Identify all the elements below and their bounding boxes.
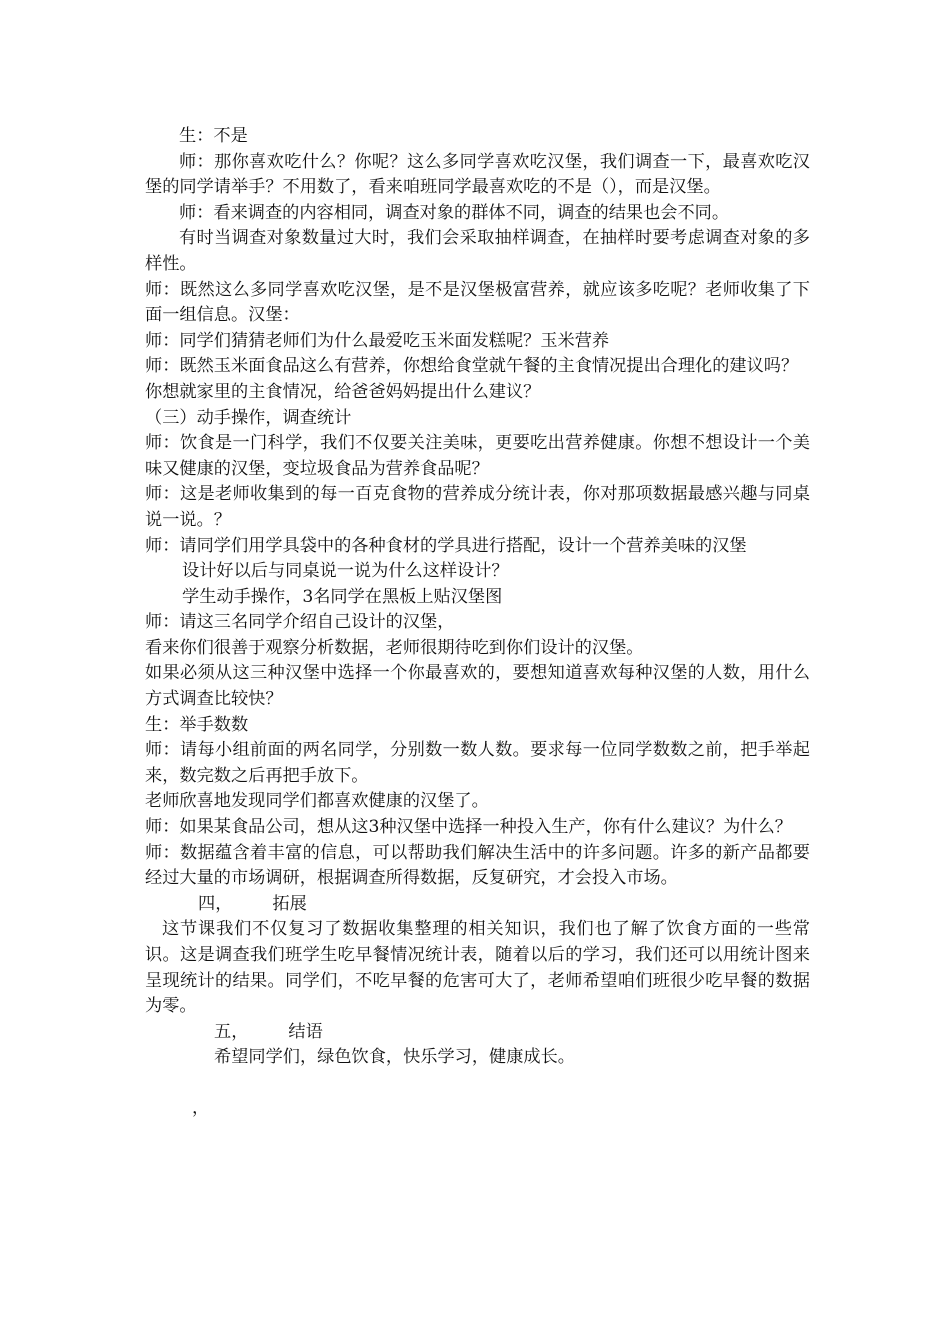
paragraph: 如果必须从这三种汉堡中选择一个你最喜欢的，要想知道喜欢每种汉堡的人数，用什么方式调查比较快？: [145, 663, 810, 710]
paragraph: 师：请同学们用学具袋中的各种食材的学具进行搭配，设计一个营养美味的汉堡: [145, 535, 747, 556]
paragraph: 老师欣喜地发现同学们都喜欢健康的汉堡了。: [145, 791, 489, 812]
section-5-heading: [145, 1020, 810, 1046]
paragraph: 学生动手操作，3名同学在黑板上贴汉堡图: [182, 586, 503, 607]
section-5-title: 结语: [288, 1021, 323, 1042]
paragraph: 生：举手数数: [145, 714, 249, 735]
paragraph: 师：同学们猜猜老师们为什么最爱吃玉米面发糕呢？玉米营养: [145, 330, 610, 351]
section-5-number: 五，: [214, 1021, 249, 1042]
section-4-title: 拓展: [272, 893, 307, 914]
section-heading: （三）动手操作，调查统计: [145, 407, 352, 428]
section-4-heading: [145, 892, 810, 918]
paragraph: 设计好以后与同桌说一说为什么这样设计？: [182, 561, 509, 582]
paragraph: 有时当调查对象数量过大时，我们会采取抽样调查，在抽样时要考虑调查对象的多样性。: [145, 228, 810, 274]
trailing-mark: ，: [192, 1098, 210, 1118]
paragraph: 师：数据蕴含着丰富的信息，可以帮助我们解决生活中的许多问题。许多的新产品都要经过大量的市场调研，根据调查所得数据，反复研究，才会投入市场。: [145, 842, 810, 889]
section-4-number: 四，: [198, 893, 233, 914]
paragraph: 师：既然玉米面食品这么有营养，你想给食堂就午餐的主食情况提出合理化的建议吗？: [145, 356, 799, 377]
paragraph: 师：既然这么多同学喜欢吃汉堡，是不是汉堡极富营养，就应该多吃呢？老师收集了下面一组信息。汉堡：: [145, 279, 810, 326]
document-body: [145, 124, 810, 1071]
paragraph: 师：饮食是一门科学，我们不仅要关注美味，更要吃出营养健康。你想不想设计一个美味又健康的汉堡，变垃圾食品为营养食品呢？: [145, 433, 810, 479]
section-5-body: 希望同学们，绿色饮食，快乐学习，健康成长。: [214, 1047, 575, 1068]
paragraph: 师：那你喜欢吃什么？你呢？这么多同学喜欢吃汉堡，我们调查一下，最喜欢吃汉堡的同学请举手？不用数了，看来咱班同学最喜欢吃的不是（），而是汉堡。: [145, 151, 810, 198]
section-4-body: 这节课我们不仅复习了数据收集整理的相关知识，我们也了解了饮食方面的一些常识。这是调查我们班学生吃早餐情况统计表，随着以后的学习，我们还可以用统计图来呈现统计的结果。同学们，不吃早餐的危害可大了，老师希望咱们班很少吃早餐的数据为零。: [145, 919, 810, 1017]
paragraph: 你想就家里的主食情况，给爸爸妈妈提出什么建议？: [145, 381, 541, 402]
paragraph: 师：如果某食品公司，想从这3种汉堡中选择一种投入生产，你有什么建议？为什么？: [145, 817, 792, 838]
paragraph: 师：这是老师收集到的每一百克食物的营养成分统计表，你对那项数据最感兴趣与同桌说一说。？: [145, 484, 810, 530]
paragraph: 师：请每小组前面的两名同学，分别数一数人数。要求每一位同学数数之前，把手举起来，数完数之后再把手放下。: [145, 740, 810, 786]
paragraph: 师：请这三名同学介绍自己设计的汉堡，: [145, 612, 455, 633]
paragraph: 师：看来调查的内容相同，调查对象的群体不同，调查的结果也会不同。: [179, 202, 730, 223]
paragraph: 生：不是: [179, 126, 248, 146]
paragraph: 看来你们很善于观察分析数据，老师很期待吃到你们设计的汉堡。: [145, 637, 644, 658]
